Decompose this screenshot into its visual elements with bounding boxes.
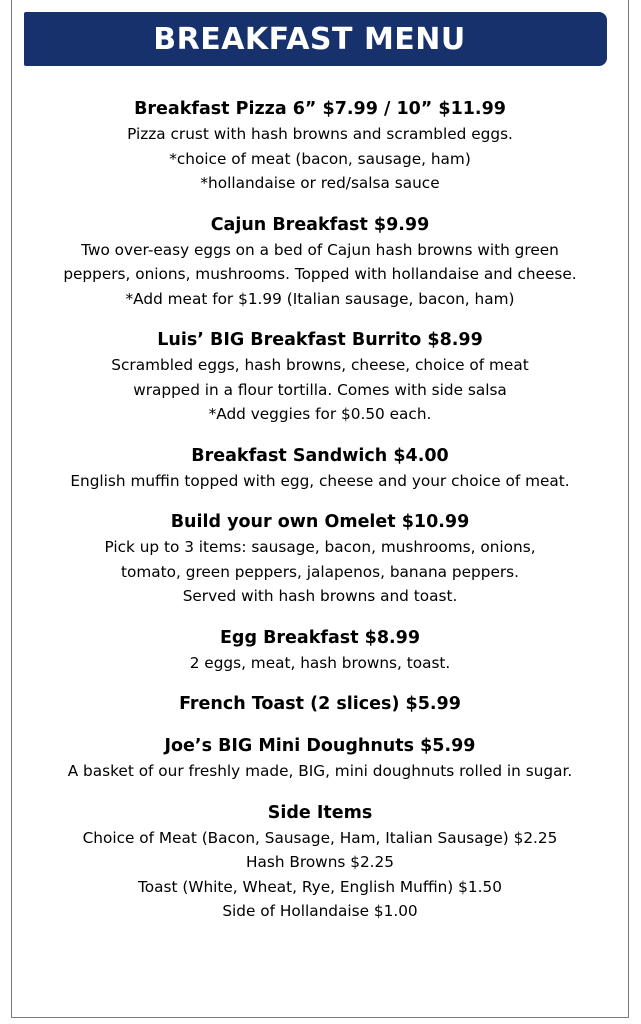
menu-item-build-your-own-omelet	[12, 509, 628, 609]
menu-item-title: Breakfast Sandwich $4.00	[191, 445, 449, 466]
side-item: Side of Hollandaise $1.00	[222, 902, 418, 920]
menu-title: BREAKFAST MENU	[153, 21, 466, 57]
menu-item-description: Served with hash browns and toast.	[182, 587, 458, 605]
menu-header-banner	[24, 12, 607, 66]
menu-item-description: wrapped in a flour tortilla. Comes with side salsa	[133, 380, 507, 399]
menu-content	[12, 96, 628, 924]
menu-item-description: peppers, onions, mushrooms. Topped with hollandaise and cheese.	[63, 265, 577, 283]
menu-section-side-items	[12, 800, 628, 924]
menu-item-cajun-breakfast	[12, 212, 628, 312]
menu-item-title: Joe’s BIG Mini Doughnuts $5.99	[164, 736, 476, 756]
menu-item-option: *Add veggies for $0.50 each.	[208, 405, 432, 423]
menu-item-description: Pizza crust with hash browns and scrambled eggs.	[127, 125, 513, 143]
menu-item-description: A basket of our freshly made, BIG, mini doughnuts rolled in sugar.	[67, 762, 573, 780]
menu-item-egg-breakfast	[12, 625, 628, 676]
menu-item-option: *Add meat for $1.99 (Italian sausage, bacon, ham)	[125, 289, 515, 308]
menu-item-option: *choice of meat (bacon, sausage, ham)	[169, 149, 471, 168]
menu-item-breakfast-burrito	[12, 327, 628, 427]
side-item: Hash Browns $2.25	[245, 853, 395, 871]
menu-item-mini-doughnuts	[12, 733, 628, 784]
menu-item-title: Luis’ BIG Breakfast Burrito $8.99	[157, 330, 483, 350]
menu-item-title: Side Items	[267, 802, 373, 823]
menu-item-french-toast	[12, 691, 628, 717]
side-item: Toast (White, Wheat, Rye, English Muffin) $1.50	[138, 877, 502, 896]
side-item: Choice of Meat (Bacon, Sausage, Ham, Italian Sausage) $2.25	[82, 828, 558, 847]
menu-item-breakfast-pizza	[12, 96, 628, 196]
menu-item-description: Scrambled eggs, hash browns, cheese, choice of meat	[111, 356, 529, 374]
menu-item-title: Breakfast Pizza 6” $7.99 / 10” $11.99	[134, 99, 506, 119]
menu-item-description: English muffin topped with egg, cheese and your choice of meat.	[70, 471, 570, 490]
menu-item-title: Egg Breakfast $8.99	[219, 627, 421, 648]
menu-item-breakfast-sandwich	[12, 443, 628, 494]
menu-item-option: *hollandaise or red/salsa sauce	[200, 174, 440, 192]
menu-item-description: Pick up to 3 items: sausage, bacon, mushrooms, onions,	[104, 538, 536, 556]
menu-item-description: tomato, green peppers, jalapenos, banana peppers.	[121, 562, 519, 581]
menu-item-title: Build your own Omelet $10.99	[170, 512, 470, 532]
menu-item-description: 2 eggs, meat, hash browns, toast.	[189, 653, 451, 672]
menu-item-description: Two over-easy eggs on a bed of Cajun hash browns with green	[81, 240, 559, 259]
menu-item-title: Cajun Breakfast $9.99	[210, 214, 430, 235]
menu-item-title: French Toast (2 slices) $5.99	[179, 694, 461, 714]
